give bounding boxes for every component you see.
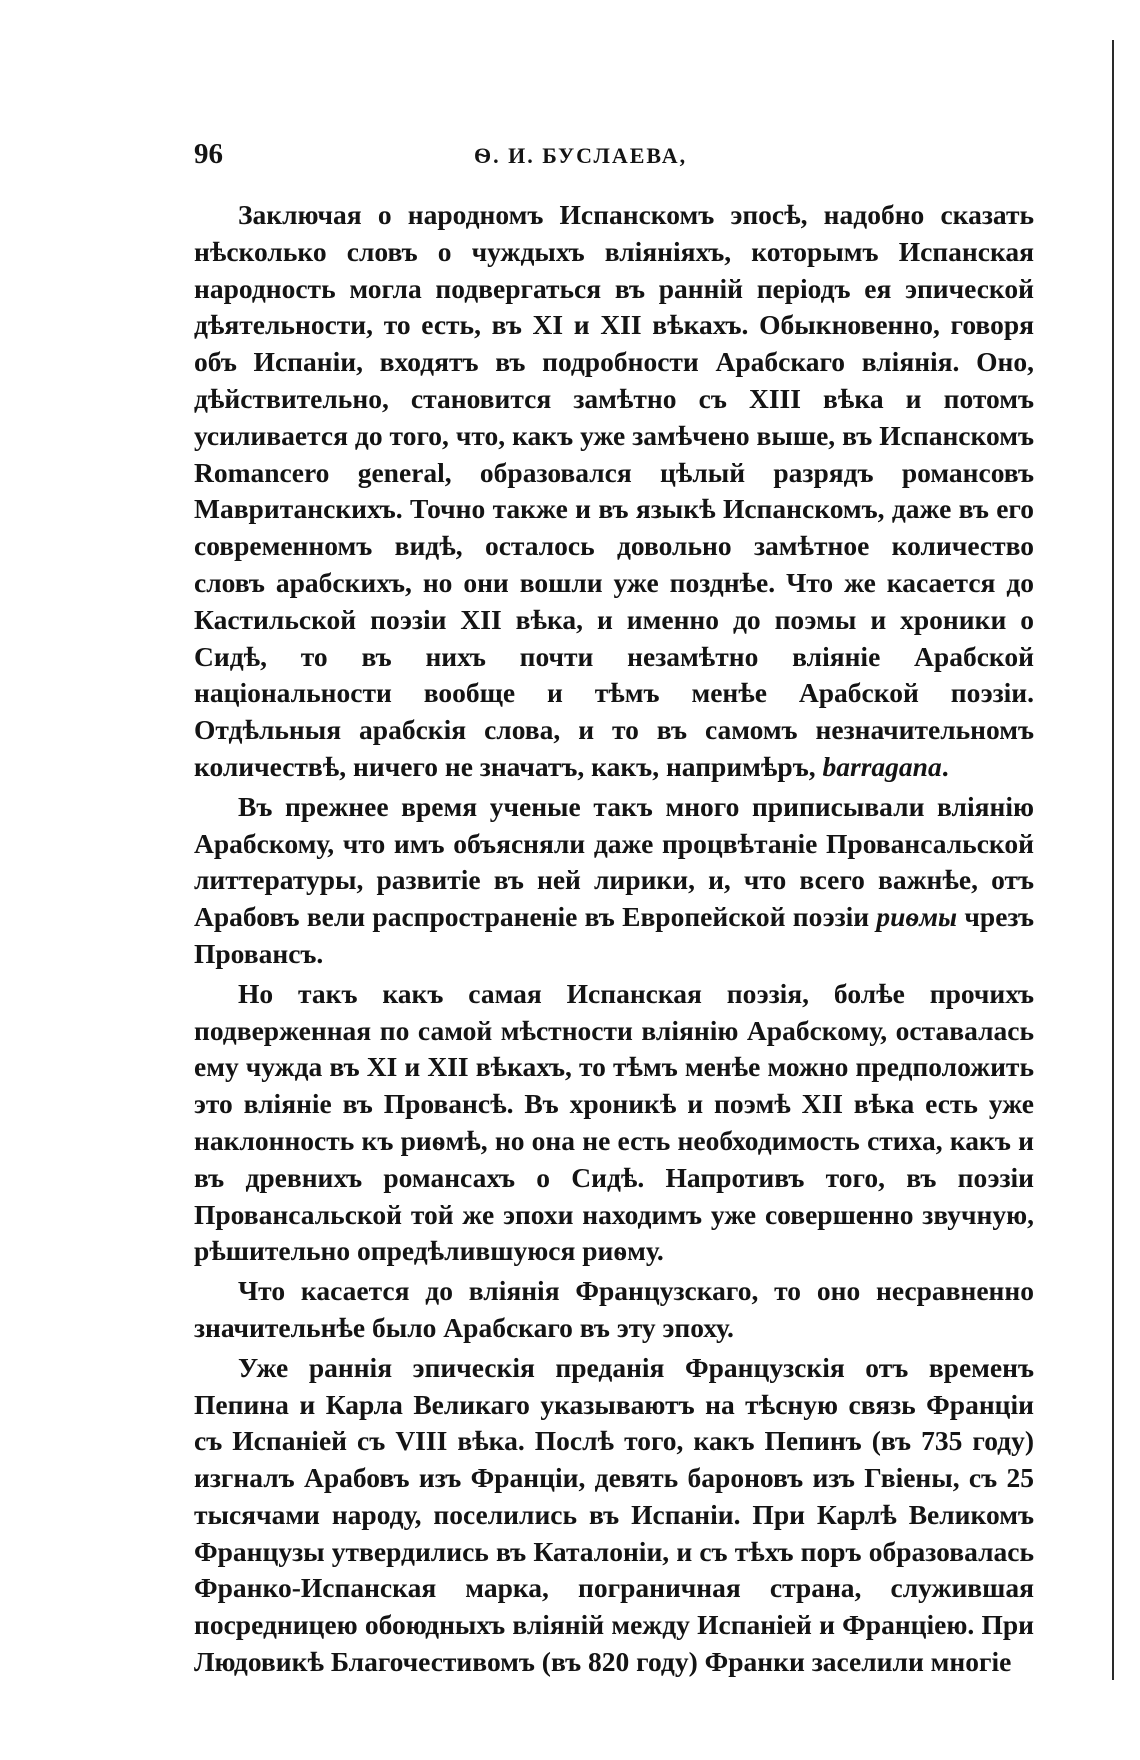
paragraph-1-text: Заключая о народномъ Испанскомъ эпосѣ, надобно сказать нѣсколько словъ о чуждыхъ вліяніяхъ, которымъ Испанская народность могла подвергаться въ ранній періодъ ея эпической дѣятельности, то есть, въ XI и XII вѣкахъ. Обыкновенно, говоря объ Испаніи, входятъ въ подробности Арабскаго вліянія. Оно, дѣйствительно, становится замѣтно съ XIII вѣка и потомъ усиливается до того, что, какъ уже замѣчено выше, въ Испанскомъ Romancero general, образовался цѣлый разрядъ романсовъ Мавританскихъ. Точно также и въ языкѣ Испанскомъ, даже въ его современномъ видѣ, осталось довольно замѣтное количество словъ арабскихъ, но они вошли уже позднѣе. Что же касается до Кастильской поэзіи XII вѣка, и именно до поэмы и хроники о Сидѣ, то въ нихъ почти незамѣтно вліяніе Арабской національности вообще и тѣмъ менѣе Арабской поэзіи. Отдѣльныя арабскія слова, и то въ самомъ незначительномъ количествѣ, ничего не значатъ, какъ, напримѣръ, <box>194 199 1034 782</box>
paragraph-1-tail: . <box>941 750 949 782</box>
paragraph-3-text: Но такъ какъ самая Испанская поэзія, болѣе прочихъ подверженная по самой мѣстности вліянію Арабскому, оставалась ему чужда въ XI и XII вѣкахъ, то тѣмъ менѣе можно предположить это вліяніе въ Провансѣ. Въ хроникѣ и поэмѣ XII вѣка есть уже наклонность къ риѳмѣ, но она не есть необходимость стиха, какъ и въ древнихъ романсахъ о Сидѣ. Напротивъ того, въ поэзіи Провансальской той же эпохи находимъ уже совершенно звучную, рѣшительно опредѣлившуюся риѳму. <box>194 977 1034 1267</box>
paragraph-3 <box>194 976 1034 1270</box>
paragraph-2 <box>194 789 1034 973</box>
page-number: 96 <box>194 138 223 170</box>
paragraph-4 <box>194 1273 1034 1347</box>
paragraph-1 <box>194 197 1034 786</box>
paragraph-4-text: Что касается до вліянія Французскаго, то оно несравненно значительнѣе было Арабскаго въ эту эпоху. <box>194 1275 1034 1343</box>
running-head: Ѳ. И. БУСЛАЕВА, <box>474 143 688 168</box>
paragraph-5-text: Уже раннія эпическія преданія Французскія отъ временъ Пепина и Карла Великаго указываютъ на тѣсную связь Франціи съ Испаніей съ VIII вѣка. Послѣ того, какъ Пепинъ (въ 735 году) изгналъ Арабовъ изъ Франціи, девять бароновъ изъ Гвіены, съ 25 тысячами народу, поселились въ Испаніи. При Карлѣ Великомъ Французы утвердились въ Каталоніи, и съ тѣхъ поръ образовалась Франко-Испанская марка, пограничная страна, служившая посредницею обоюдныхъ вліяній между Испаніей и Франціею. При Людовикѣ Благочестивомъ (въ 820 году) Франки заселили многіе <box>194 1351 1034 1678</box>
page-edge-line <box>1112 40 1114 1680</box>
paragraph-2-italic: риѳмы <box>876 901 958 933</box>
paragraph-2-tail: чрезъ Провансъ. <box>194 901 1035 969</box>
paragraph-2-text: Въ прежнее время ученые такъ много приписывали вліянію Арабскому, что имъ объясняли даже процвѣтаніе Провансальской литтературы, развитіе въ ней лирики, и, что всего важнѣе, отъ Арабовъ вели распространеніе въ Европейской поэзіи <box>194 790 1034 933</box>
body-text <box>194 197 1034 1684</box>
page-header <box>194 138 1034 178</box>
paragraph-5 <box>194 1350 1034 1681</box>
paragraph-1-italic: barragana <box>822 750 942 782</box>
